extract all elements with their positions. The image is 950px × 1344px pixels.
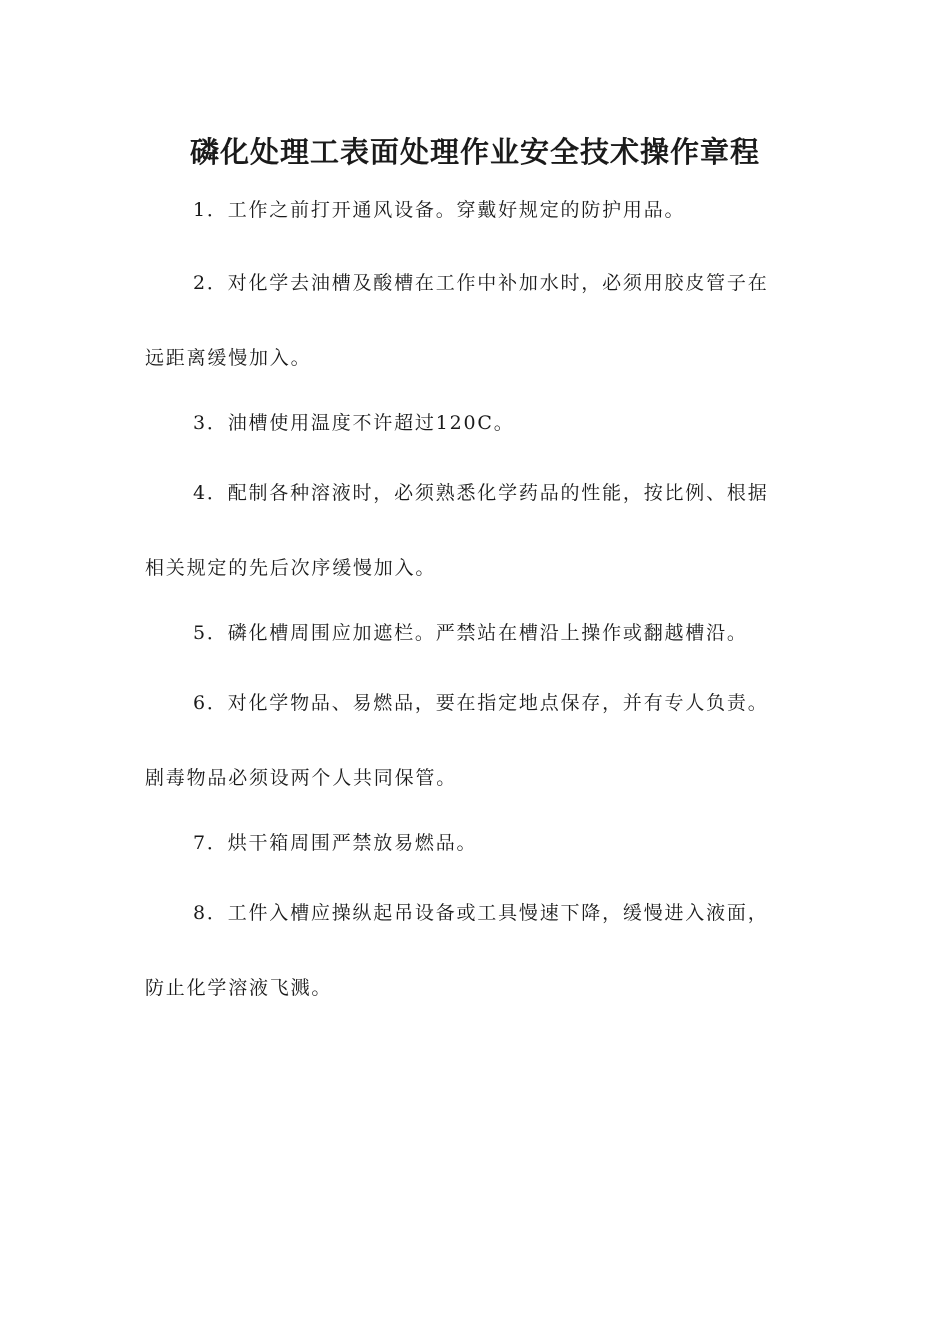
item-text: 3．油槽使用温度不许超过120C。 [193,412,515,434]
list-item [145,198,810,223]
document-title: 磷化处理工表面处理作业安全技术操作章程 [189,135,760,169]
item-text: 1．工作之前打开通风设备。穿戴好规定的防护用品。 [193,199,686,221]
list-item [145,831,810,856]
item-continuation: 剧毒物品必须设两个人共同保管。 [145,767,458,789]
list-item [145,271,810,371]
document-body [145,198,810,1046]
item-text: 5．磷化槽周围应加遮栏。严禁站在槽沿上操作或翻越槽沿。 [193,622,748,644]
item-text: 8．工件入槽应操纵起吊设备或工具慢速下降，缓慢进入液面， [193,902,769,924]
list-item [145,691,810,791]
item-continuation: 防止化学溶液飞溅。 [145,977,333,999]
item-continuation: 相关规定的先后次序缓慢加入。 [145,557,437,579]
item-text: 2．对化学去油槽及酸槽在工作中补加水时，必须用胶皮管子在 [193,272,769,294]
list-item [145,621,810,646]
list-item [145,901,810,1001]
item-continuation: 远距离缓慢加入。 [145,347,312,369]
list-item [145,411,810,436]
item-text: 7．烘干箱周围严禁放易燃品。 [193,832,478,854]
list-item [145,481,810,581]
item-text: 6．对化学物品、易燃品，要在指定地点保存，并有专人负责。 [193,692,769,714]
item-text: 4．配制各种溶液时，必须熟悉化学药品的性能，按比例、根据 [193,482,769,504]
